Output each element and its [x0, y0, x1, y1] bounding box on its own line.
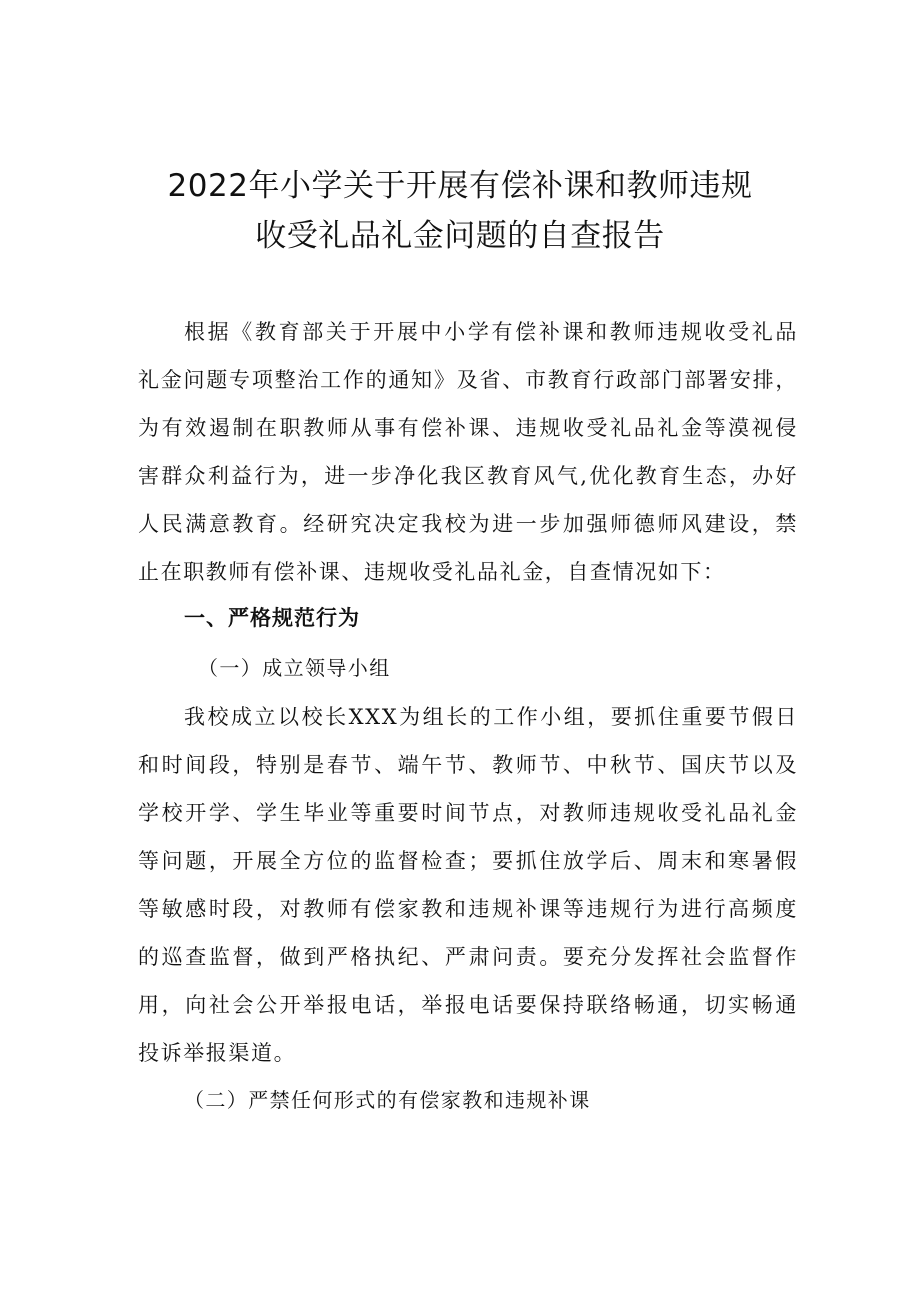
paragraph-line: 和时间段，特别是春节、端午节、教师节、中秋节、国庆节以及	[138, 753, 798, 777]
subsection-1-paragraph	[138, 693, 798, 1077]
paragraph-line: 投诉举报渠道。	[138, 1041, 297, 1065]
paragraph-line: 止在职教师有偿补课、违规收受礼品礼金，自查情况如下：	[138, 560, 726, 584]
section-heading-1: 一、严格规范行为	[184, 606, 360, 630]
paragraph-line: 用，向社会公开举报电话，举报电话要保持联络畅通，切实畅通	[138, 993, 798, 1017]
paragraph-line: 等敏感时段，对教师有偿家教和违规补课等违规行为进行高频度	[138, 897, 798, 921]
paragraph-line: 根据《教育部关于开展中小学有偿补课和教师违规收受礼品	[184, 320, 798, 344]
paragraph-line: 学校开学、学生毕业等重要时间节点，对教师违规收受礼品礼金	[138, 801, 798, 825]
paragraph-line: 为有效遏制在职教师从事有偿补课、违规收受礼品礼金等漠视侵	[138, 416, 798, 440]
paragraph-line: 我校成立以校长XXX为组长的工作小组，要抓住重要节假日	[184, 705, 798, 729]
document-title-line-1: 2022年小学关于开展有偿补课和教师违规	[167, 168, 753, 204]
paragraph-line: 等问题，开展全方位的监督检查；要抓住放学后、周末和寒暑假	[138, 849, 798, 873]
paragraph-line: 人民满意教育。经研究决定我校为进一步加强师德师风建设，禁	[138, 512, 798, 536]
paragraph-line: 害群众利益行为，进一步净化我区教育风气,优化教育生态，办好	[138, 464, 798, 488]
document-title-line-2: 收受礼品礼金问题的自查报告	[255, 218, 665, 254]
paragraph-line: 礼金问题专项整治工作的通知》及省、市教育行政部门部署安排，	[138, 368, 798, 392]
paragraph-line: 的巡查监督，做到严格执纪、严肃问责。要充分发挥社会监督作	[138, 945, 798, 969]
subsection-heading-2: （二）严禁任何形式的有偿家教和违规补课	[184, 1088, 591, 1112]
intro-paragraph	[138, 308, 798, 596]
subsection-heading-1: （一）成立领导小组	[198, 656, 391, 680]
